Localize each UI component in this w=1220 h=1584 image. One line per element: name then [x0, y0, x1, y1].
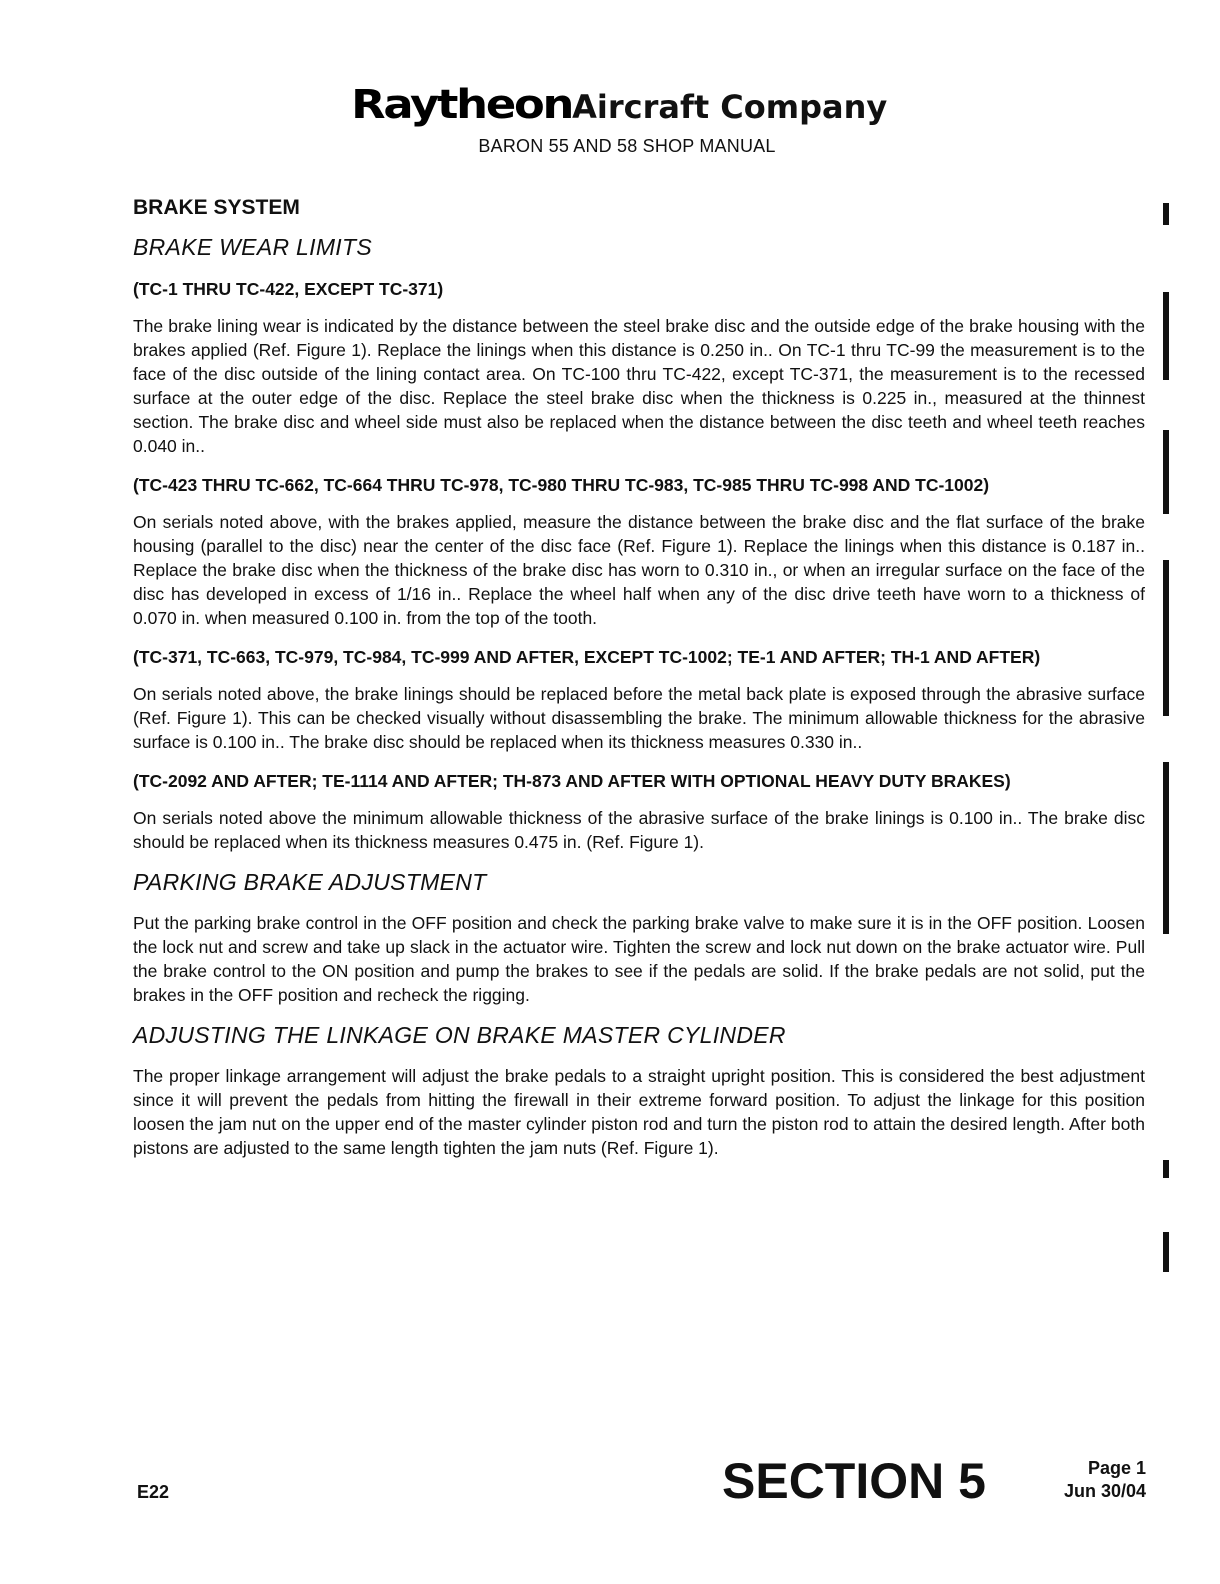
- revision-bar: [1163, 762, 1169, 934]
- serials-heading: (TC-423 THRU TC-662, TC-664 THRU TC-978, TC-980 THRU TC-983, TC-985 THRU TC-998 AND TC-1002): [133, 474, 990, 495]
- revision-bar: [1163, 1160, 1169, 1178]
- parking-brake-heading: PARKING BRAKE ADJUSTMENT: [133, 869, 487, 896]
- section-title: BRAKE SYSTEM: [133, 196, 300, 219]
- brand-line: [30, 82, 1220, 128]
- paragraph: The brake lining wear is indicated by the distance between the steel brake disc and the outside edge of the brake housing with the brakes applied (Ref. Figure 1). Replace the linings when this distance is 0.250 in.. On TC-1 thru TC-99 the measurement is to the face of the disc outside of the lining contact area. On TC-100 thru TC-422, except TC-371, the measurement is to the recessed surface at the outer edge of the disc. Replace the steel brake disc when the thickness is 0.225 in., measured at the thinnest section. The brake disc and wheel side must also be replaced when the distance between the disc teeth and wheel teeth reaches 0.040 in..: [133, 316, 1145, 456]
- serials-heading: (TC-371, TC-663, TC-979, TC-984, TC-999 AND AFTER, EXCEPT TC-1002; TE-1 AND AFTER; TH-1 AND AFTER): [133, 646, 1041, 667]
- brake-wear-heading: BRAKE WEAR LIMITS: [133, 234, 372, 260]
- paragraph: On serials noted above, the brake linings should be replaced before the metal back plate is exposed through the abrasive surface (Ref. Figure 1). This can be checked visually without disassembling the brake. The minimum allowable thickness for the abrasive surface is 0.100 in.. The brake disc should be replaced when its thickness measures 0.330 in..: [133, 684, 1145, 753]
- company-name: Aircraft Company: [572, 88, 888, 126]
- revision-bar: [1163, 292, 1169, 380]
- paragraph: The proper linkage arrangement will adjust the brake pedals to a straight upright position. This is considered the best adjustment since it will prevent the pedals from hitting the firewall in their extreme forward position. To adjust the linkage for this position loosen the jam nut on the upper end of the master cylinder piston rod and turn the piston rod to attain the desired length. After both pistons are adjusted to the same length tighten the jam nuts (Ref. Figure 1).: [133, 1065, 1145, 1158]
- paragraph: On serials noted above, with the brakes applied, measure the distance between the brake disc and the flat surface of the brake housing (parallel to the disc) near the center of the disc face (Ref. Figure 1). Replace the linings when this distance is 0.187 in.. Replace the brake disc when the thickness of the brake disc has worn to 0.310 in., or when an irregular surface on the face of the disc has developed in excess of 1/16 in.. Replace the wheel half when any of the disc drive teeth have worn to a thickness of 0.070 in. when measured 0.100 in. from the top of the tooth.: [133, 512, 1145, 628]
- section-number: SECTION 5: [722, 1453, 986, 1509]
- serials-heading: (TC-1 THRU TC-422, EXCEPT TC-371): [133, 279, 444, 299]
- paragraph: Put the parking brake control in the OFF position and check the parking brake valve to make sure it is in the OFF position. Loosen the lock nut and screw and take up slack in the actuator wire. Tighten the screw and lock nut down on the brake actuator wire. Pull the brake control to the ON position and pump the brakes to see if the pedals are solid. If the brake pedals are not solid, put the brakes in the OFF position and recheck the rigging.: [133, 913, 1145, 1005]
- page-header: [0, 82, 1220, 157]
- manual-title: BARON 55 AND 58 SHOP MANUAL: [478, 136, 776, 156]
- revision-date: Jun 30/04: [1063, 1480, 1146, 1501]
- revision-bar: [1163, 1232, 1169, 1272]
- revision-bar: [1163, 430, 1169, 514]
- page-number: Page 1: [1087, 1458, 1146, 1478]
- linkage-heading: ADJUSTING THE LINKAGE ON BRAKE MASTER CYLINDER: [133, 1021, 786, 1048]
- revision-bar: [1163, 203, 1169, 225]
- document-code: E22: [137, 1482, 170, 1502]
- paragraph: On serials noted above the minimum allowable thickness of the abrasive surface of the brake linings is 0.100 in.. The brake disc should be replaced when its thickness measures 0.475 in. (Ref. Figure 1).: [133, 808, 1145, 853]
- revision-bar: [1163, 560, 1169, 716]
- serials-heading: (TC-2092 AND AFTER; TE-1114 AND AFTER; TH-873 AND AFTER WITH OPTIONAL HEAVY DUTY BRAKES): [133, 770, 1011, 791]
- page-info: [1040, 1457, 1146, 1502]
- brand-logo: Raytheon: [350, 82, 572, 128]
- page-content: [133, 196, 1145, 1175]
